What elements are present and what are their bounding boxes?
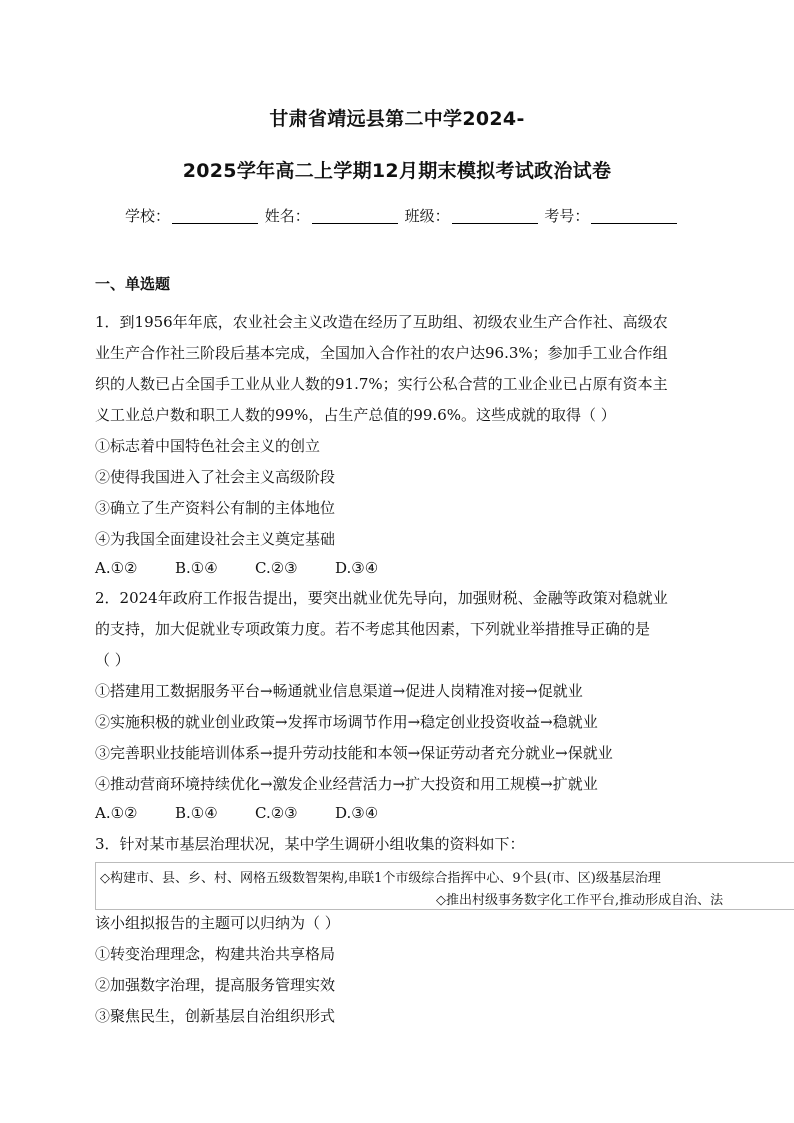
q2-choice-b[interactable]: B.①④ (175, 804, 218, 822)
class-label: 班级： (404, 207, 450, 225)
q1-choices (95, 559, 378, 577)
q1-line: 1．到1956年年底，农业社会主义改造在经历了互助组、初级农业生产合作社、高级农 (95, 313, 668, 331)
exam-number-blank (591, 209, 677, 224)
q2-choices (95, 804, 378, 822)
q1-choice-d[interactable]: D.③④ (335, 559, 379, 577)
q1-option: ①标志着中国特色社会主义的创立 (95, 437, 321, 455)
class-blank (452, 209, 538, 224)
q2-option: ④推动营商环境持续优化→激发企业经营活力→扩大投资和用工规模→扩就业 (95, 775, 598, 793)
q3-material-row: ◇推出村级事务数字化工作平台,推动形成自治、法 (436, 893, 724, 908)
name-blank (312, 209, 398, 224)
q2-option: ③完善职业技能培训体系→提升劳动技能和本领→保证劳动者充分就业→保就业 (95, 744, 613, 762)
q3-option: ③聚焦民生，创新基层自治组织形式 (95, 1007, 336, 1025)
q3-prompt: 该小组拟报告的主题可以归纳为（ ） (95, 914, 340, 932)
q1-choice-a[interactable]: A.①② (95, 559, 138, 577)
q3-line: 3．针对某市基层治理状况，某中学生调研小组收集的资料如下： (95, 835, 525, 853)
q3-option: ②加强数字治理，提高服务管理实效 (95, 976, 336, 994)
q2-choice-c[interactable]: C.②③ (255, 804, 298, 822)
q2-option: ②实施积极的就业创业政策→发挥市场调节作用→稳定创业投资收益→稳就业 (95, 713, 598, 731)
q1-option: ④为我国全面建设社会主义奠定基础 (95, 530, 336, 548)
title-line-2: 2025学年高二上学期12月期末模拟考试政治试卷 (182, 160, 612, 182)
q1-choice-c[interactable]: C.②③ (255, 559, 298, 577)
section-title: 一、单选题 (95, 275, 171, 293)
q3-material-row: ◇构建市、县、乡、村、网格五级数智架构,串联1个市级综合指挥中心、9个县(市、区)级基层治理 (100, 871, 661, 886)
q1-line: 业生产合作社三阶段后基本完成，全国加入合作社的农户达96.3%；参加手工业合作组 (95, 344, 668, 362)
exam-number-label: 考号： (544, 207, 590, 225)
q2-line: （ ） (95, 651, 130, 669)
q3-material-box (95, 862, 794, 910)
student-info-fields (125, 205, 679, 226)
q2-choice-d[interactable]: D.③④ (335, 804, 379, 822)
q2-line: 的支持，加大促就业专项政策力度。若不考虑其他因素，下列就业举措推导正确的是 (95, 620, 651, 638)
q1-option: ③确立了生产资料公有制的主体地位 (95, 499, 336, 517)
title-line-1: 甘肃省靖远县第二中学2024- (269, 108, 525, 130)
name-label: 姓名： (264, 207, 310, 225)
q1-line: 织的人数已占全国手工业从业人数的91.7%；实行公私合营的工业企业已占原有资本主 (95, 375, 668, 393)
school-blank (172, 209, 258, 224)
q1-line: 义工业总户数和职工人数的99%，占生产总值的99.6%。这些成就的取得（ ） (95, 406, 616, 424)
q2-option: ①搭建用工数据服务平台→畅通就业信息渠道→促进人岗精准对接→促就业 (95, 682, 583, 700)
q1-choice-b[interactable]: B.①④ (175, 559, 218, 577)
q2-line: 2．2024年政府工作报告提出，要突出就业优先导向，加强财税、金融等政策对稳就业 (95, 589, 668, 607)
q1-option: ②使得我国进入了社会主义高级阶段 (95, 468, 336, 486)
q2-choice-a[interactable]: A.①② (95, 804, 138, 822)
school-label: 学校： (125, 207, 171, 225)
q3-option: ①转变治理理念，构建共治共享格局 (95, 945, 336, 963)
